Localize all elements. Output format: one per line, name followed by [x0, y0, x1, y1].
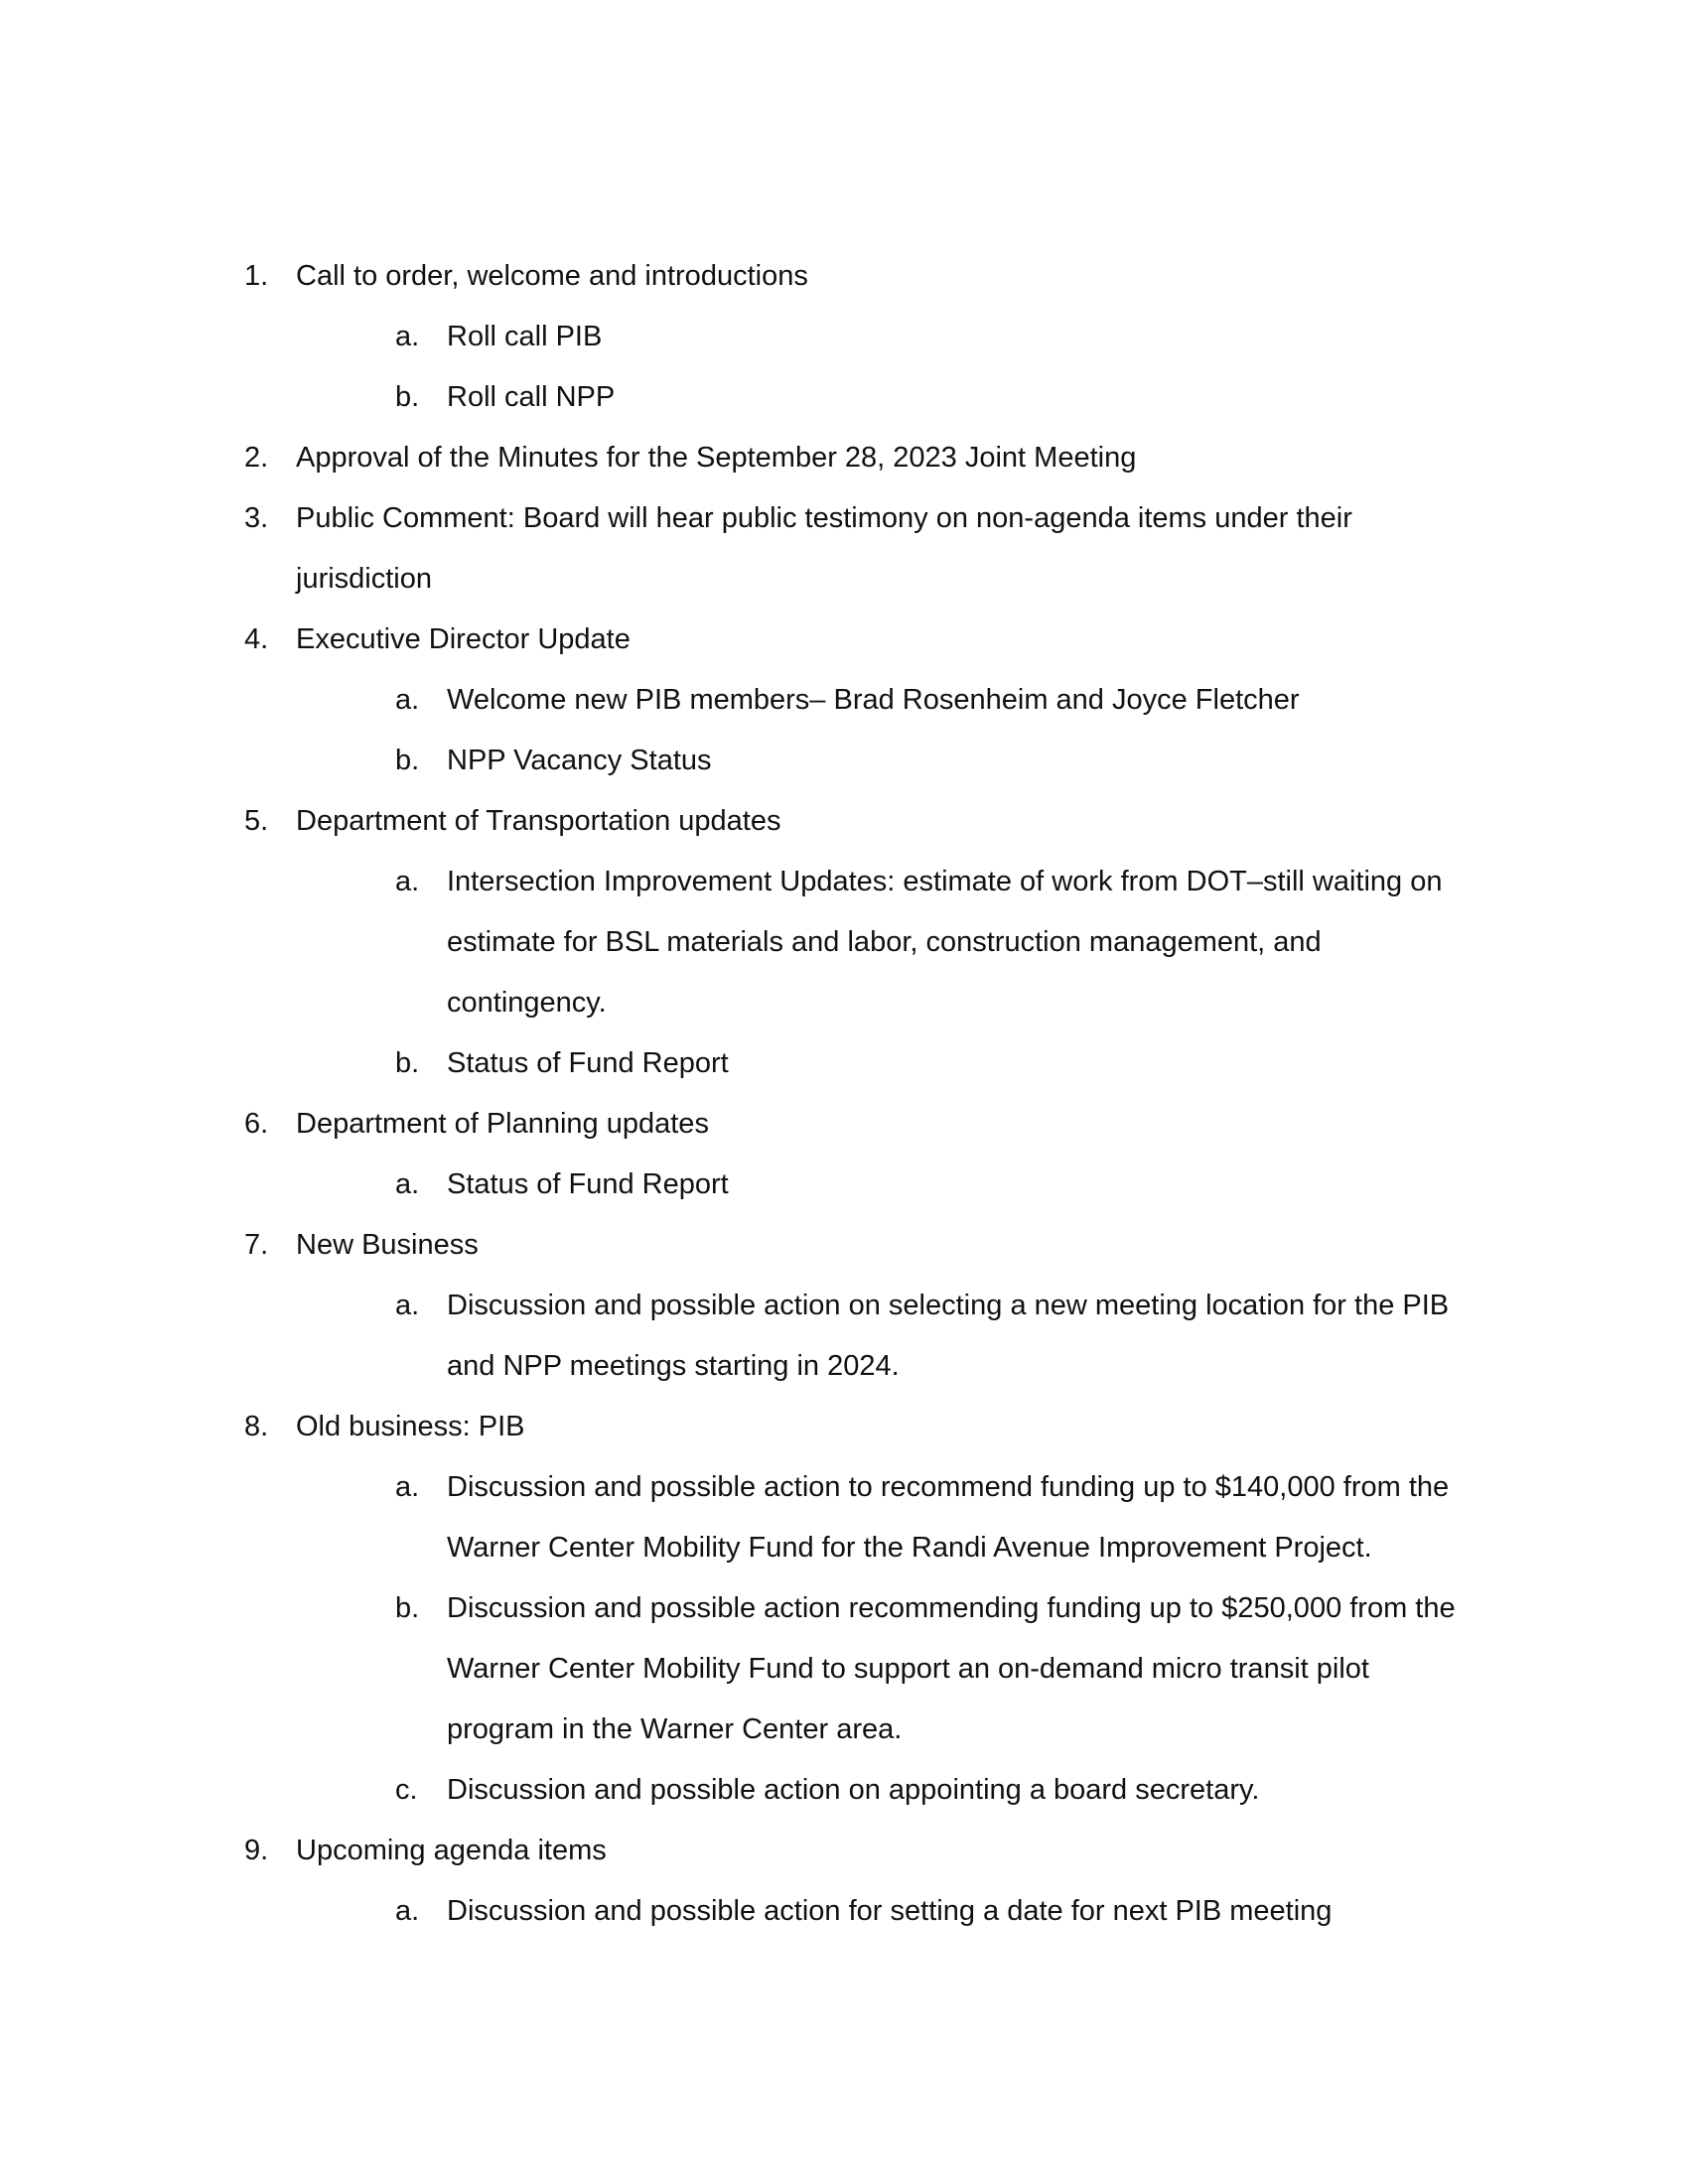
agenda-item-number: 9.	[244, 1835, 269, 1866]
agenda-subitem-4a	[296, 670, 1466, 731]
agenda-subitem-list	[296, 307, 1466, 428]
agenda-subitem-list	[296, 1881, 1466, 1942]
agenda-subitem-text: Welcome new PIB members– Brad Rosenheim and Joyce Fletcher	[447, 684, 1300, 716]
agenda-subitem-text: Discussion and possible action on selecting a new meeting location for the PIB and NPP meetings starting in 2024.	[447, 1290, 1450, 1382]
agenda-subitem-1b	[296, 367, 1466, 428]
agenda-item-number: 5.	[244, 805, 269, 837]
agenda-subitem-list	[296, 670, 1466, 791]
agenda-subitem-8a	[296, 1457, 1466, 1578]
agenda-subitem-list	[296, 1457, 1466, 1821]
agenda-subitem-list	[296, 1155, 1466, 1215]
agenda-subitem-text: Roll call PIB	[447, 321, 603, 352]
agenda-item-text: Department of Transportation updates	[296, 805, 781, 837]
agenda-item-text: Upcoming agenda items	[296, 1835, 607, 1866]
agenda-subitem-1a	[296, 307, 1466, 367]
agenda-subitem-7a	[296, 1276, 1466, 1397]
agenda-subitem-list	[296, 1276, 1466, 1397]
agenda-subitem-text: Roll call NPP	[447, 381, 616, 413]
agenda-item-6	[244, 1094, 1466, 1215]
agenda-item-number: 4.	[244, 623, 269, 655]
agenda-subitem-letter: c.	[395, 1774, 418, 1806]
agenda-item-text: Call to order, welcome and introductions	[296, 260, 808, 292]
agenda-subitem-letter: b.	[395, 1592, 420, 1624]
agenda-subitem-list	[296, 852, 1466, 1094]
agenda-subitem-9a	[296, 1881, 1466, 1942]
agenda-subitem-text: Discussion and possible action recommending funding up to $250,000 from the Warner Center Mobility Fund to support an on-demand micro transit pilot program in the Warner Center area.	[447, 1592, 1456, 1745]
agenda-item-7	[244, 1215, 1466, 1397]
agenda-subitem-letter: a.	[395, 1290, 420, 1321]
agenda-subitem-letter: a.	[395, 321, 420, 352]
agenda-subitem-8c	[296, 1760, 1466, 1821]
agenda-subitem-letter: b.	[395, 745, 420, 776]
agenda-subitem-text: Discussion and possible action on appointing a board secretary.	[447, 1774, 1260, 1806]
agenda-item-9	[244, 1821, 1466, 1942]
agenda-item-text: Department of Planning updates	[296, 1108, 709, 1140]
agenda-subitem-letter: a.	[395, 1471, 420, 1503]
agenda-subitem-letter: a.	[395, 684, 420, 716]
agenda-item-number: 8.	[244, 1411, 269, 1442]
agenda-item-text: Executive Director Update	[296, 623, 631, 655]
agenda-subitem-letter: a.	[395, 1895, 420, 1927]
agenda-subitem-text: NPP Vacancy Status	[447, 745, 712, 776]
agenda-item-text: Old business: PIB	[296, 1411, 525, 1442]
agenda-item-number: 2.	[244, 442, 269, 474]
agenda-subitem-text: Discussion and possible action for setting a date for next PIB meeting	[447, 1895, 1333, 1927]
agenda-subitem-letter: a.	[395, 1168, 420, 1200]
agenda-subitem-letter: b.	[395, 1047, 420, 1079]
agenda-item-number: 6.	[244, 1108, 269, 1140]
agenda-item-3	[244, 488, 1466, 610]
agenda-item-text: New Business	[296, 1229, 479, 1261]
agenda-item-number: 1.	[244, 260, 269, 292]
agenda-subitem-text: Discussion and possible action to recommend funding up to $140,000 from the Warner Center Mobility Fund for the Randi Avenue Improvement Project.	[447, 1471, 1450, 1564]
agenda-item-text: Public Comment: Board will hear public testimony on non-agenda items under their jurisdiction	[296, 502, 1352, 595]
agenda-subitem-5a	[296, 852, 1466, 1033]
agenda-item-4	[244, 610, 1466, 791]
agenda-subitem-text: Status of Fund Report	[447, 1047, 729, 1079]
agenda-subitem-text: Status of Fund Report	[447, 1168, 729, 1200]
agenda-item-number: 3.	[244, 502, 269, 534]
agenda-item-1	[244, 246, 1466, 428]
agenda-subitem-6a	[296, 1155, 1466, 1215]
agenda-subitem-letter: b.	[395, 381, 420, 413]
agenda-item-2	[244, 428, 1466, 488]
agenda-subitem-5b	[296, 1033, 1466, 1094]
agenda-item-text: Approval of the Minutes for the September 28, 2023 Joint Meeting	[296, 442, 1137, 474]
agenda-item-8	[244, 1397, 1466, 1821]
agenda-subitem-text: Intersection Improvement Updates: estimate of work from DOT–still waiting on estimate for BSL materials and labor, construction management, and contingency.	[447, 866, 1443, 1019]
agenda-item-5	[244, 791, 1466, 1094]
agenda-list	[244, 246, 1466, 1942]
agenda-subitem-8b	[296, 1578, 1466, 1760]
agenda-item-number: 7.	[244, 1229, 269, 1261]
agenda-subitem-4b	[296, 731, 1466, 791]
agenda-subitem-letter: a.	[395, 866, 420, 897]
